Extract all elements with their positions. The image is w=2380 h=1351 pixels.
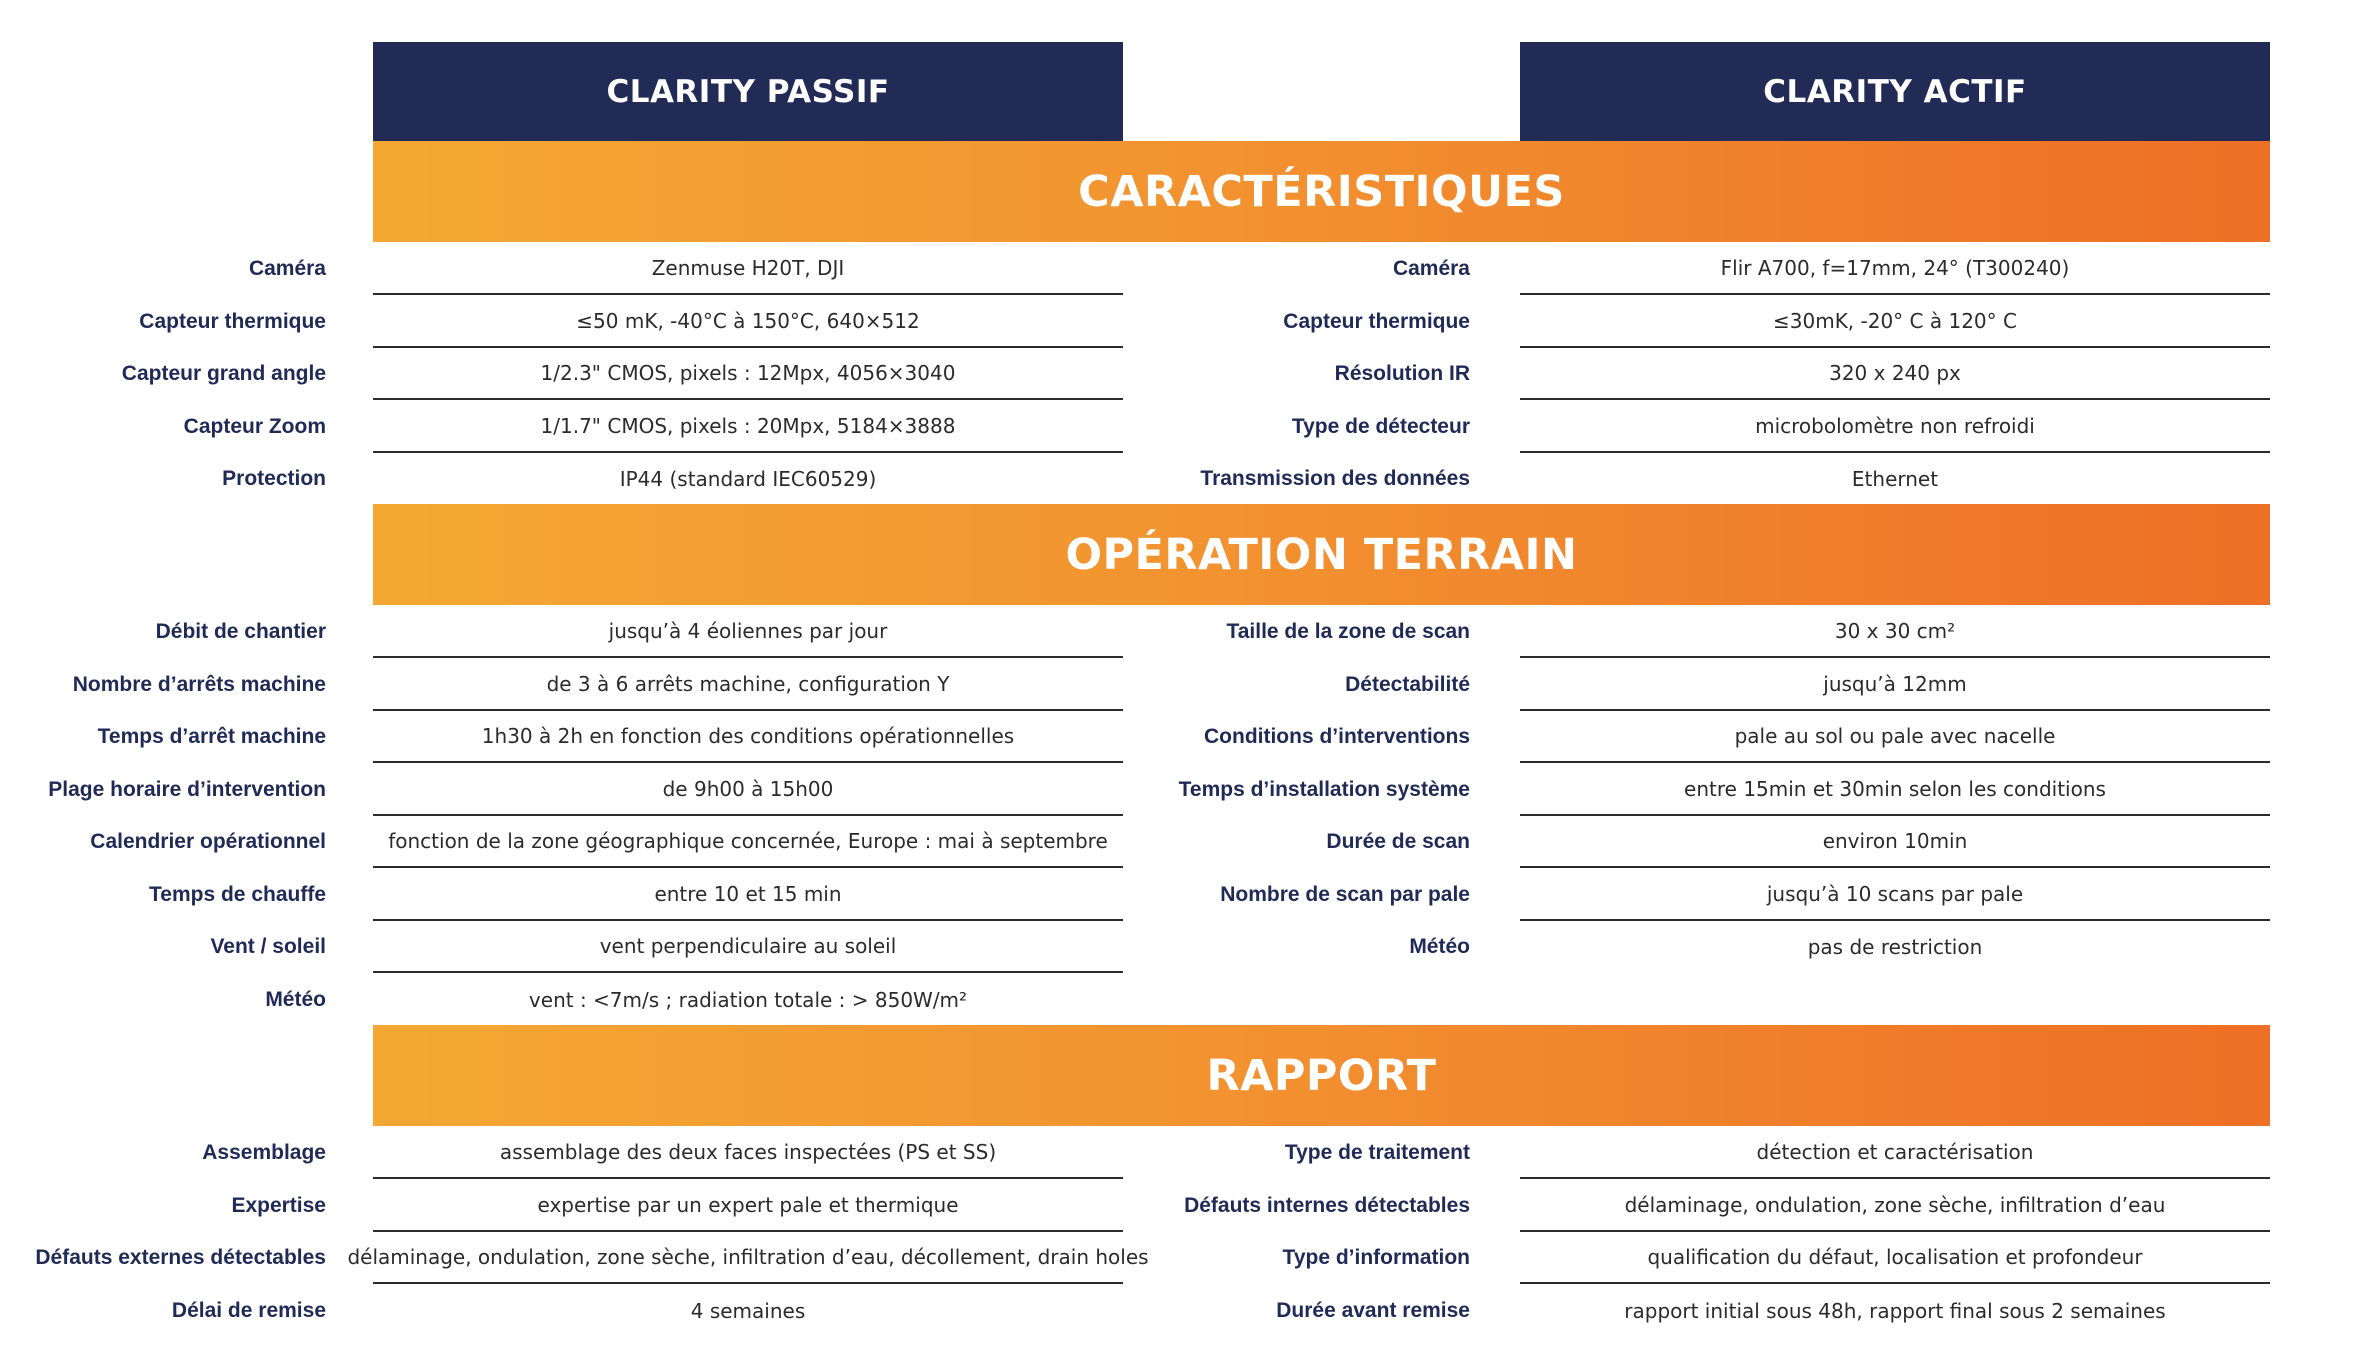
row-value: entre 10 et 15 min [373, 869, 1123, 921]
row-label: Expertise [231, 1194, 326, 1217]
row-value: Zenmuse H20T, DJI [373, 243, 1123, 295]
row-label: Défauts externes détectables [35, 1246, 326, 1269]
row-value: de 9h00 à 15h00 [373, 764, 1123, 816]
row-label: Détectabilité [1345, 673, 1470, 696]
row-value: 1/2.3" CMOS, pixels : 12Mpx, 4056×3040 [373, 348, 1123, 400]
row-label: Nombre d’arrêts machine [72, 673, 326, 696]
row-label: Caméra [1392, 257, 1470, 280]
row-value: microbolomètre non refroidi [1520, 401, 2270, 453]
row-value: Ethernet [1851, 467, 1939, 491]
row-value: 1h30 à 2h en fonction des conditions opérationnelles [373, 711, 1123, 763]
row-label: Type d’information [1282, 1246, 1470, 1269]
row-value: fonction de la zone géographique concernée, Europe : mai à septembre [373, 816, 1123, 868]
column-header-actif: CLARITY ACTIF [1520, 42, 2270, 141]
row-label: Type de détecteur [1291, 415, 1470, 438]
row-label: Défauts internes détectables [1184, 1194, 1470, 1217]
row-value: jusqu’à 10 scans par pale [1520, 869, 2270, 921]
row-label: Durée de scan [1326, 830, 1470, 853]
row-label: Conditions d’interventions [1204, 725, 1470, 748]
row-value: pale au sol ou pale avec nacelle [1520, 711, 2270, 763]
row-label: Capteur grand angle [121, 362, 326, 385]
row-label: Capteur thermique [1283, 310, 1470, 333]
section-title-rapport: RAPPORT [373, 1025, 2270, 1126]
row-label: Protection [222, 467, 326, 490]
row-label: Durée avant remise [1276, 1299, 1470, 1322]
row-label: Plage horaire d’intervention [48, 778, 326, 801]
row-label: Délai de remise [171, 1299, 326, 1322]
row-value: pas de restriction [1807, 935, 1983, 959]
row-value: assemblage des deux faces inspectées (PS et SS) [373, 1127, 1123, 1179]
row-value: IP44 (standard IEC60529) [619, 467, 877, 491]
row-value: vent perpendiculaire au soleil [373, 921, 1123, 973]
row-value: environ 10min [1520, 816, 2270, 868]
row-label: Transmission des données [1200, 467, 1470, 490]
row-value: rapport initial sous 48h, rapport final sous 2 semaines [1624, 1299, 2166, 1323]
row-label: Type de traitement [1284, 1141, 1470, 1164]
row-value: 4 semaines [690, 1299, 806, 1323]
row-label: Capteur thermique [139, 310, 326, 333]
row-value: délaminage, ondulation, zone sèche, infiltration d’eau, décollement, drain holes [373, 1232, 1123, 1284]
row-label: Météo [1409, 935, 1470, 958]
section-title-operation-terrain: OPÉRATION TERRAIN [373, 504, 2270, 605]
row-value: de 3 à 6 arrêts machine, configuration Y [373, 659, 1123, 711]
row-value: ≤30mK, -20° C à 120° C [1520, 296, 2270, 348]
row-value: ≤50 mK, -40°C à 150°C, 640×512 [373, 296, 1123, 348]
row-label: Taille de la zone de scan [1226, 620, 1470, 643]
row-value: expertise par un expert pale et thermique [373, 1180, 1123, 1232]
column-header-passif: CLARITY PASSIF [373, 42, 1123, 141]
row-label: Météo [265, 988, 326, 1011]
row-value: entre 15min et 30min selon les conditions [1520, 764, 2270, 816]
row-label: Nombre de scan par pale [1220, 883, 1470, 906]
row-value: 1/1.7" CMOS, pixels : 20Mpx, 5184×3888 [373, 401, 1123, 453]
row-label: Débit de chantier [155, 620, 326, 643]
row-value: 30 x 30 cm² [1520, 606, 2270, 658]
row-value: vent : <7m/s ; radiation totale : > 850W/m² [528, 988, 968, 1012]
row-value: jusqu’à 4 éoliennes par jour [373, 606, 1123, 658]
row-value: détection et caractérisation [1520, 1127, 2270, 1179]
section-title-caracteristiques: CARACTÉRISTIQUES [373, 141, 2270, 242]
row-value: Flir A700, f=17mm, 24° (T300240) [1520, 243, 2270, 295]
row-label: Capteur Zoom [183, 415, 326, 438]
row-label: Calendrier opérationnel [90, 830, 326, 853]
row-label: Résolution IR [1334, 362, 1470, 385]
row-value: jusqu’à 12mm [1520, 659, 2270, 711]
row-label: Temps de chauffe [149, 883, 326, 906]
row-value: 320 x 240 px [1520, 348, 2270, 400]
row-value: délaminage, ondulation, zone sèche, infiltration d’eau [1520, 1180, 2270, 1232]
row-label: Temps d’installation système [1178, 778, 1470, 801]
row-label: Vent / soleil [210, 935, 326, 958]
row-label: Caméra [248, 257, 326, 280]
row-value: qualification du défaut, localisation et profondeur [1520, 1232, 2270, 1284]
row-label: Temps d’arrêt machine [97, 725, 326, 748]
row-label: Assemblage [202, 1141, 326, 1164]
